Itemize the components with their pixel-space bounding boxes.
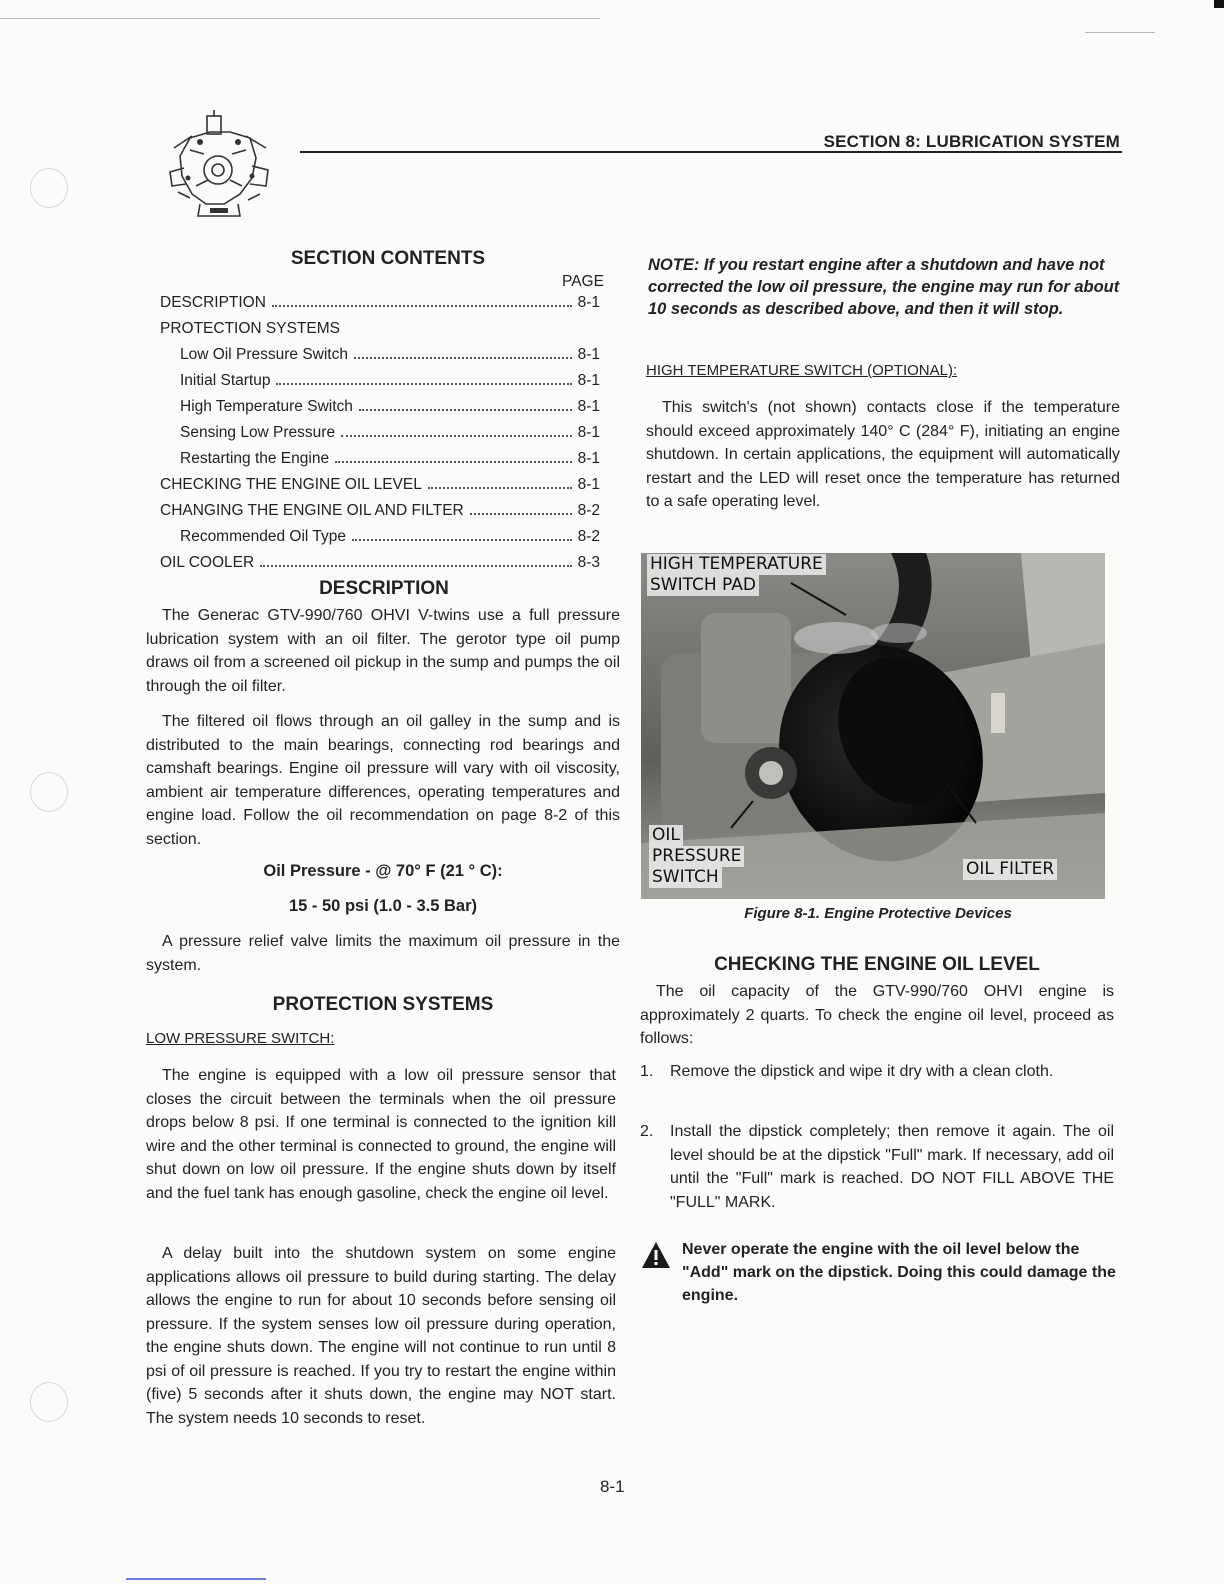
binder-hole (30, 1382, 68, 1422)
list-item: 2. Install the dipstick completely; then remove it again. The oil level should be at the dipstick "Full" mark. If necessary, add oil until the "Full" mark is reached. DO NOT FILL ABOVE THE "FULL" MARK. (640, 1123, 1114, 1211)
section-title: SECTION 8: LUBRICATION SYSTEM (823, 132, 1120, 151)
warning-icon (640, 1240, 672, 1270)
page-number: 8-1 (600, 1477, 625, 1496)
restart-note: NOTE: If you restart engine after a shutdown and have not corrected the low oil pressure, the engine may run for about 10 seconds as described above, and then it will stop. (648, 256, 1120, 318)
binder-hole (30, 168, 68, 208)
scan-edge-line (1085, 32, 1155, 33)
oil-level-warning: Never operate the engine with the oil level below the "Add" mark on the dipstick. Doing this could damage the engine. (682, 1241, 1116, 1304)
engine-protective-devices-photo (641, 553, 1105, 899)
high-temp-paragraph: This switch's (not shown) contacts close if the temperature should exceed approximately 140° C (284° F), initiating an engine shutdown. In certain applications, the equipment will automatically restart and the LED will reset once the temperature has returned to a safe operating level. (646, 399, 1120, 510)
toc-entry: Recommended Oil Type 8-2 (180, 528, 600, 545)
toc-entry: Initial Startup 8-1 (180, 372, 600, 389)
list-item: 1. Remove the dipstick and wipe it dry with a clean cloth. (640, 1063, 1054, 1080)
engine-logo-icon (160, 108, 280, 226)
toc-page-label: PAGE (562, 273, 604, 290)
toc-entry: PROTECTION SYSTEMS (160, 320, 340, 337)
high-temp-switch-heading: HIGH TEMPERATURE SWITCH (OPTIONAL): (646, 362, 958, 379)
protection-paragraph: A delay built into the shutdown system on some engine applications allows oil pressure to build during starting. The delay allows the engine to run for about 10 seconds before sensing oil pressure. If the system senses low oil pressure during operation, the engine shuts down. The engine will not continue to run until 8 psi of oil pressure is reached. If you try to restart the engine within (five) 5 seconds after it shuts down, the engine may NOT start. The system needs 10 seconds to reset. (146, 1245, 616, 1427)
toc-entry: Sensing Low Pressure 8-1 (180, 424, 600, 441)
protection-heading: PROTECTION SYSTEMS (272, 994, 494, 1015)
toc-entry: OIL COOLER 8-3 (160, 554, 600, 571)
high-temp-switch-pad-label: HIGH TEMPERATURE SWITCH PAD (647, 554, 826, 596)
oil-pressure-switch-label: OIL PRESSURE SWITCH (649, 825, 744, 888)
toc-entry: DESCRIPTION 8-1 (160, 294, 600, 311)
scan-edge-line (0, 18, 600, 19)
toc-title: SECTION CONTENTS (290, 248, 486, 269)
protection-paragraph: The engine is equipped with a low oil pressure sensor that closes the circuit between the terminals when the oil pressure drops below 8 psi. If one terminal is connected to the ignition kill wire and the other terminal is connected to ground, the engine will shut down on low oil pressure. If the engine shuts down by itself and the fuel tank has enough gasoline, check the engine oil level. (146, 1067, 616, 1202)
oil-capacity-paragraph: The oil capacity of the GTV-990/760 OHVI engine is approximately 2 quarts. To check the engine oil level, proceed as follows: (640, 983, 1114, 1047)
description-paragraph: The Generac GTV-990/760 OHVI V-twins use a full pressure lubrication system with an oil filter. The gerotor type oil pump draws oil from a screened oil pickup in the sump and pumps the oil through the oil filter. (146, 607, 620, 695)
scan-edge-mark (1214, 0, 1224, 8)
toc-entry: Restarting the Engine 8-1 (180, 450, 600, 467)
table-of-contents (160, 290, 600, 576)
figure-caption: Figure 8-1. Engine Protective Devices (744, 905, 1012, 922)
checking-oil-heading: CHECKING THE ENGINE OIL LEVEL (714, 954, 1040, 975)
relief-valve-paragraph: A pressure relief valve limits the maximum oil pressure in the system. (146, 933, 620, 974)
description-heading: DESCRIPTION (319, 578, 449, 599)
toc-entry: Low Oil Pressure Switch 8-1 (180, 346, 600, 363)
toc-entry: CHECKING THE ENGINE OIL LEVEL 8-1 (160, 476, 600, 493)
low-pressure-switch-heading: LOW PRESSURE SWITCH: (146, 1030, 335, 1047)
oil-pressure-label: Oil Pressure - @ 70° F (21 ° C): (263, 862, 503, 880)
toc-entry: CHANGING THE ENGINE OIL AND FILTER 8-2 (160, 502, 600, 519)
oil-filter-label: OIL FILTER (963, 859, 1057, 880)
binder-hole (30, 772, 68, 812)
description-paragraph: The filtered oil flows through an oil galley in the sump and is distributed to the main bearings, connecting rod bearings and camshaft bearings. Engine oil pressure will vary with oil viscosity, ambient air temperature differences, operating temperatures and engine load. Follow the oil recommendation on page 8-2 of this section. (146, 713, 620, 848)
toc-entry: High Temperature Switch 8-1 (180, 398, 600, 415)
oil-pressure-range: 15 - 50 psi (1.0 - 3.5 Bar) (288, 897, 477, 915)
scan-edge-line (126, 1578, 266, 1580)
